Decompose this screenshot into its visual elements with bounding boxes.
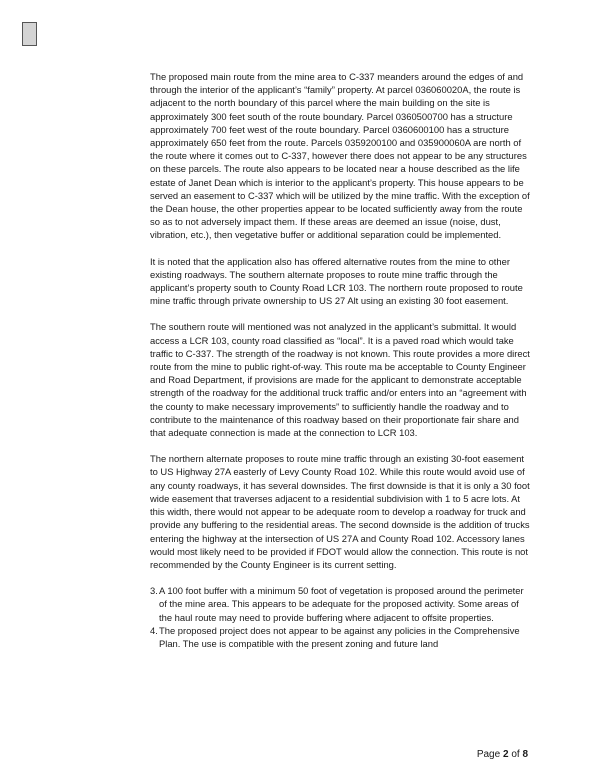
paragraph-southern-route: The southern route will mentioned was not analyzed in the applicant’s submittal. It would access a LCR 103, county road classified as “local”. It is a paved road which would take traffic to C-337. The strength of the roadway is not known. This route provides a more direct route from the mine to public right-of-way. This route ma be acceptable to County Engineer and Road Department, if provisions are made for the applicant to demonstrate acceptable strength of the roadway for the additional truck traffic and/or enters into an “agreement with the county to make necessary improvements” to sufficiently handle the roadway and to contribute to the maintenance of this roadway based on their proportionate fair share and that adequate connection is made at the connection to LCR 103. — [150, 321, 530, 439]
list-number: 3. — [150, 585, 158, 597]
paragraph-northern-route: The northern alternate proposes to route mine traffic through an existing 30-foot easement to US Highway 27A easterly of Levy County Road 102. While this route would avoid use of any county roadways, it has several downsides. The first downside is that it is only a 30 foot wide easement that traverses adjacent to a residential subdivision with 1 to 5 acre lots. At this width, there would not appear to be adequate room to develop a roadway for truck and provide any buffering to the residential areas. The second downside is the addition of trucks entering the highway at the intersection of US 27A and County Road 102. Accessory lanes would most likely need to be provided if FDOT would allow the connection. This route is not recommended by the County Engineer is its current setting. — [150, 453, 530, 570]
list-text: A 100 foot buffer with a minimum 50 foot of vegetation is proposed around the perimeter of the mine area. This appears to be adequate for the proposed activity. Some areas of the haul route may need to provide buffering where adjacent to offsite properties. — [159, 585, 524, 623]
list-item — [150, 584, 530, 624]
of-word: of — [511, 749, 520, 760]
list-item — [150, 624, 530, 650]
current-page-number: 2 — [502, 749, 509, 760]
numbered-list — [150, 584, 530, 650]
page-word: Page — [476, 749, 501, 760]
list-text: The proposed project does not appear to be against any policies in the Comprehensive Plan. The use is compatible with the present zoning and future land — [159, 624, 520, 649]
paragraph-main-route: The proposed main route from the mine area to C-337 meanders around the edges of and through the interior of the applicant’s “family” property. At parcel 036060020A, the route is adjacent to the north boundary of this parcel where the main building on the site is approximately 300 feet south of the route boundary. Parcel 0360500700 has a structure approximately 700 feet west of the route boundary. Parcel 0360600100 has a structure approximately 650 feet from the route. Parcels 0359200100 and 035900060A are north of the route where it comes out to C-337, however there does not appear to be any structures on these parcels. The route also appears to be located near a house described as the life estate of Janet Dean which is interior to the applicant’s property. This house appears to be served an easement to C-337 which will be utilized by the mine traffic. With the exception of the Dean house, the other properties appear to be located sufficiently away from the route so as to not adversely impact them. If these areas are deemed an issue (noise, dust, vibration, etc.), then vegetative buffer or additional separation could be implemented. — [150, 71, 530, 241]
document-body — [150, 70, 530, 650]
page-footer — [477, 749, 528, 760]
total-page-number: 8 — [522, 749, 528, 760]
page-icon — [22, 22, 37, 46]
list-number: 4. — [150, 624, 158, 636]
paragraph-alternative-routes: It is noted that the application also has offered alternative routes from the mine to other existing roadways. The southern alternate proposes to route mine traffic through the applicant’s property south to County Road LCR 103. The northern route proposed to route mine traffic through private ownership to US 27 Alt using an existing 30 foot easement. — [150, 255, 523, 307]
